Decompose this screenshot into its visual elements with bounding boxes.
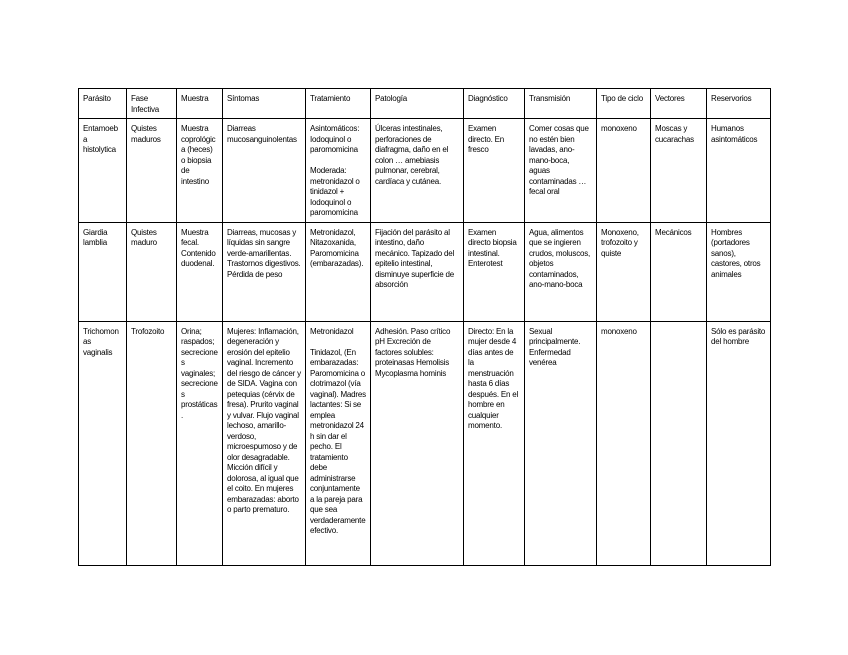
- table-cell: [651, 321, 707, 565]
- table-cell: Metronidazol, Nitazoxanida, Paromomicina (embarazadas).: [306, 222, 371, 321]
- table-cell: Úlceras intestinales, perforaciones de diafragma, daño en el colon … amebiasis pulmonar, cerebral, cardíaca y cutánea.: [371, 119, 464, 223]
- table-cell: Directo: En la mujer desde 4 días antes de la menstruación hasta 6 días después. En el hombre en cualquier momento.: [464, 321, 525, 565]
- table-cell: monoxeno: [597, 119, 651, 223]
- header-cell: Fase Infectiva: [127, 89, 177, 119]
- header-cell: Síntomas: [223, 89, 306, 119]
- header-cell: Tipo de ciclo: [597, 89, 651, 119]
- header-cell: Parásito: [79, 89, 127, 119]
- table-cell: Examen directo biopsia intestinal. Enterotest: [464, 222, 525, 321]
- table-cell: Trofozoito: [127, 321, 177, 565]
- table-cell: Muestra coprológica (heces) o biopsia de intestino: [177, 119, 223, 223]
- table-cell: Metronidazol Tinidazol, (En embarazadas: Paromomicina o clotrimazol (vía vaginal). Madres lactantes: Si se emplea metronidazol 24 h sin dar el pecho. El tratamiento debe administrarse conjuntamente a la pareja para que sea verdaderamente efectivo.: [306, 321, 371, 565]
- table-cell: Diarreas mucosanguinolentas: [223, 119, 306, 223]
- table-cell: Humanos asintomáticos: [707, 119, 771, 223]
- header-row: [79, 89, 771, 119]
- table-cell: Entamoeba histolytica: [79, 119, 127, 223]
- table-cell: Mujeres: Inflamación, degeneración y erosión del epitelio vaginal. Incremento del riesgo de cáncer y de SIDA. Vagina con petequias (cérvix de fresa). Prurito vaginal y vulvar. Flujo vaginal lechoso, amarillo-verdoso, microespumoso y de olor desagradable. Micción difícil y dolorosa, al igual que el coito. En mujeres embarazadas: aborto o parto prematuro.: [223, 321, 306, 565]
- table-cell: Orina; raspados; secreciones vaginales; secreciones prostáticas.: [177, 321, 223, 565]
- header-cell: Diagnóstico: [464, 89, 525, 119]
- table-cell: Quistes maduros: [127, 119, 177, 223]
- table-row: [79, 321, 771, 565]
- table-cell: Monoxeno, trofozoito y quiste: [597, 222, 651, 321]
- table-cell: Adhesión. Paso crítico pH Excreción de factores solubles: proteinasas Hemolisis Mycoplasma hominis: [371, 321, 464, 565]
- header-cell: Muestra: [177, 89, 223, 119]
- table-cell: Moscas y cucarachas: [651, 119, 707, 223]
- table-cell: Trichomonas vaginalis: [79, 321, 127, 565]
- header-cell: Tratamiento: [306, 89, 371, 119]
- table-row: [79, 119, 771, 223]
- header-cell: Patología: [371, 89, 464, 119]
- table-cell: Quistes maduro: [127, 222, 177, 321]
- table-cell: Mecánicos: [651, 222, 707, 321]
- parasite-table: [78, 88, 771, 566]
- table-cell: Agua, alimentos que se ingieren crudos, moluscos, objetos contaminados, ano-mano-boca: [525, 222, 597, 321]
- table-cell: Diarreas, mucosas y líquidas sin sangre verde-amarillentas. Trastornos digestivos. Pérdida de peso: [223, 222, 306, 321]
- header-cell: Reservorios: [707, 89, 771, 119]
- table-row: [79, 222, 771, 321]
- table-cell: Muestra fecal. Contenido duodenal.: [177, 222, 223, 321]
- table-cell: Sólo es parásito del hombre: [707, 321, 771, 565]
- header-cell: Transmisión: [525, 89, 597, 119]
- table-cell: Fijación del parásito al intestino, daño mecánico. Tapizado del epitelio intestinal, disminuye superficie de absorción: [371, 222, 464, 321]
- table-cell: Sexual principalmente. Enfermedad venérea: [525, 321, 597, 565]
- header-cell: Vectores: [651, 89, 707, 119]
- table-cell: Examen directo. En fresco: [464, 119, 525, 223]
- table-cell: Asintomáticos: Iodoquinol o paromomicina Moderada: metronidazol o tinidazol + Iodoquinol o paromomicina: [306, 119, 371, 223]
- table-cell: monoxeno: [597, 321, 651, 565]
- table-cell: Comer cosas que no estén bien lavadas, ano-mano-boca, aguas contaminadas … fecal oral: [525, 119, 597, 223]
- table-cell: Giardia lamblia: [79, 222, 127, 321]
- table-cell: Hombres (portadores sanos), castores, otros animales: [707, 222, 771, 321]
